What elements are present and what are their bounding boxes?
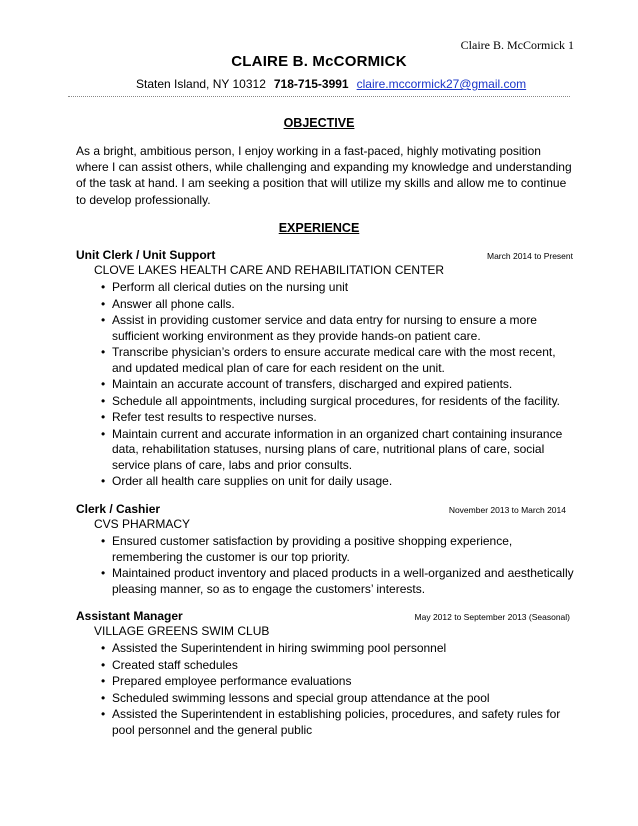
contact-line — [136, 77, 526, 91]
job-dates: March 2014 to Present — [487, 251, 573, 261]
list-item: • Order all health care supplies on unit for daily usage. — [112, 474, 574, 490]
running-head: Claire B. McCormick 1 — [460, 38, 574, 52]
job-dates: November 2013 to March 2014 — [448, 505, 566, 515]
objective-heading: OBJECTIVE — [283, 116, 355, 130]
location-text: Staten Island, NY 10312 — [136, 77, 266, 91]
job-title: Assistant Manager — [76, 609, 183, 623]
list-item: • Maintain current and accurate information in an organized chart containing insurance data, rehabilitation statuses, nursing plans of care, nutritional plans of care, social service plans of care, labs and prior consults. — [112, 427, 574, 474]
list-item: • Ensured customer satisfaction by providing a positive shopping experience, remembering the customer is our top priority. — [112, 534, 574, 565]
objective-text: As a bright, ambitious person, I enjoy working in a fast-paced, highly motivating position where I can assist others, while challenging and expanding my knowledge and understanding of the task at hand. I am seeking a position that will utilize my skills and allow me to continue to develop professionally. — [76, 144, 572, 207]
list-item: • Perform all clerical duties on the nursing unit — [112, 280, 574, 296]
list-item: • Schedule all appointments, including surgical procedures, for residents of the facility. — [112, 394, 574, 410]
experience-heading: EXPERIENCE — [278, 221, 360, 235]
list-item: • Refer test results to respective nurses. — [112, 410, 574, 426]
employer-name: VILLAGE GREENS SWIM CLUB — [94, 624, 270, 638]
list-item: • Prepared employee performance evaluations — [112, 674, 574, 690]
job-duties-list — [112, 641, 574, 739]
list-item: • Assisted the Superintendent in hiring swimming pool personnel — [112, 641, 574, 657]
job-duties-list — [112, 534, 574, 598]
list-item: • Transcribe physician’s orders to ensure accurate medical care with the most recent, and updated medical plan of care for each resident on the unit. — [112, 345, 574, 376]
list-item: • Maintain an accurate account of transfers, discharged and expired patients. — [112, 377, 574, 393]
phone-text: 718-715-3991 — [273, 77, 349, 91]
email-link[interactable]: claire.mccormick27@gmail.com — [356, 77, 527, 91]
employer-name: CLOVE LAKES HEALTH CARE AND REHABILITATION CENTER — [94, 263, 445, 277]
list-item: • Created staff schedules — [112, 658, 574, 674]
list-item: • Answer all phone calls. — [112, 297, 574, 313]
list-item: • Scheduled swimming lessons and special group attendance at the pool — [112, 691, 574, 707]
list-item: • Assisted the Superintendent in establishing policies, procedures, and safety rules for pool personnel and the general public — [112, 707, 574, 738]
job-title: Unit Clerk / Unit Support — [76, 248, 216, 262]
candidate-name: CLAIRE B. McCORMICK — [231, 53, 407, 70]
list-item: • Assist in providing customer service and data entry for nursing to ensure a more sufficient working environment as they provide hands-on patient care. — [112, 313, 574, 344]
job-dates: May 2012 to September 2013 (Seasonal) — [414, 612, 570, 622]
job-title: Clerk / Cashier — [76, 502, 161, 516]
header-divider — [68, 96, 570, 97]
list-item: • Maintained product inventory and placed products in a well-organized and aesthetically pleasing manner, so as to engage the customers’ interests. — [112, 566, 574, 597]
job-duties-list — [112, 280, 574, 491]
employer-name: CVS PHARMACY — [94, 517, 191, 531]
